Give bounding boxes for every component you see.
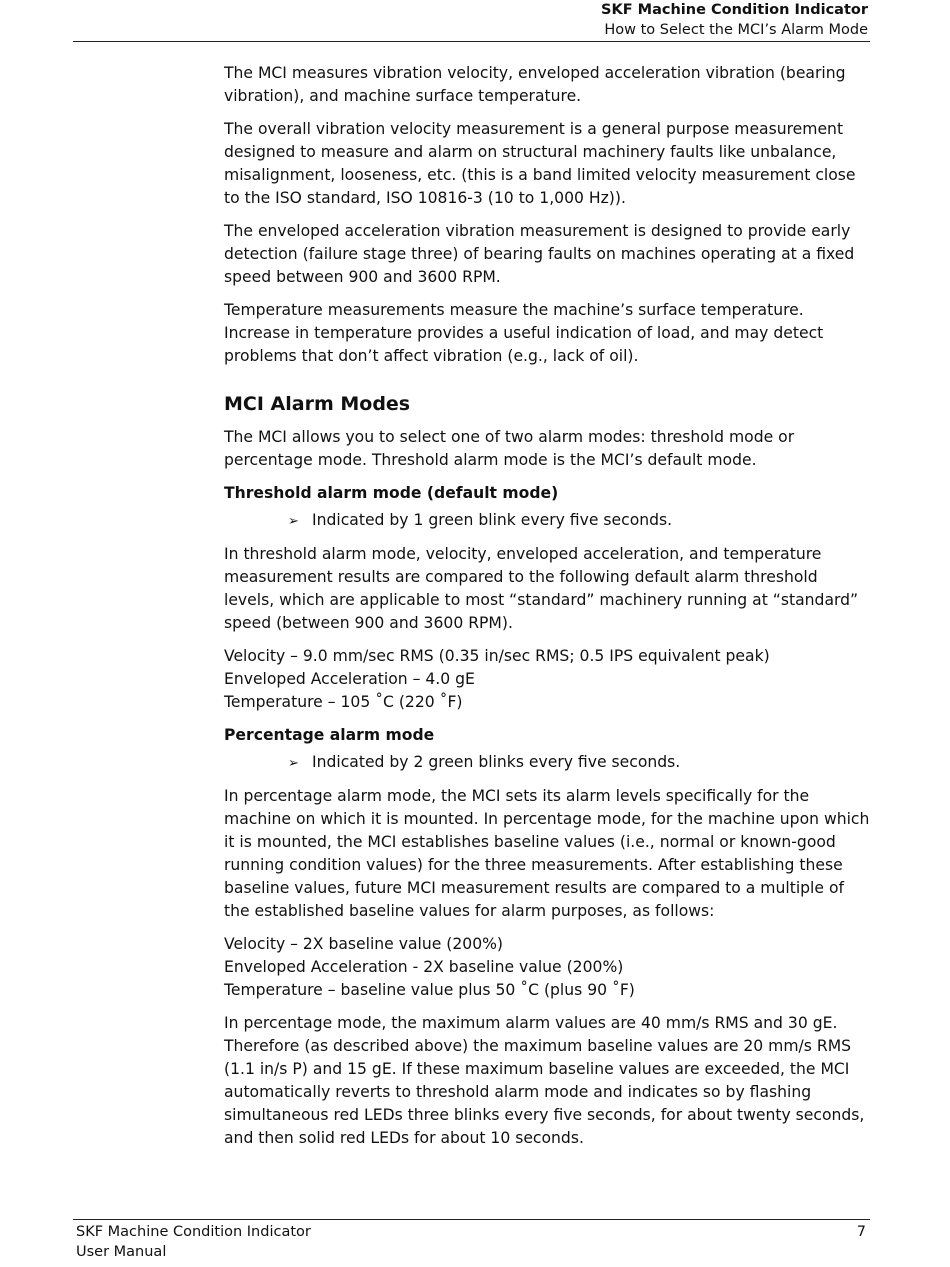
intro-paragraph: The MCI measures vibration velocity, enveloped acceleration vibration (bearing vibration), and machine surface temperature. (224, 64, 846, 105)
percentage-closing: In percentage mode, the maximum alarm values are 40 mm/s RMS and 30 gE. Therefore (as described above) the maximum baseline values are 20 mm/s RMS (1.1 in/s P) and 15 gE. If these maximum baseline values are exceeded, the MCI automatically reverts to threshold alarm mode and indicates so by flashing simultaneous red LEDs three blinks every five seconds, for about twenty seconds, and then solid red LEDs for about 10 seconds. (224, 1014, 865, 1147)
threshold-description: In threshold alarm mode, velocity, enveloped acceleration, and temperature measurement results are compared to the following default alarm threshold levels, which are applicable to most “standard” machinery running at “standard” speed (between 900 and 3600 RPM). (224, 545, 859, 632)
arrow-bullet-icon: ➢ (288, 756, 299, 771)
threshold-level-temperature: Temperature – 105 ˚C (220 ˚F) (224, 693, 463, 711)
page-footer (76, 1222, 866, 1262)
footer-title: SKF Machine Condition Indicator (76, 1224, 311, 1240)
threshold-bullet-text: Indicated by 1 green blink every five seconds. (312, 511, 673, 529)
arrow-bullet-icon: ➢ (288, 514, 299, 529)
header-title: SKF Machine Condition Indicator (601, 2, 868, 18)
subheading-percentage-mode: Percentage alarm mode (224, 726, 435, 744)
threshold-level-envelope: Enveloped Acceleration – 4.0 gE (224, 670, 475, 688)
threshold-levels (224, 645, 872, 714)
percentage-bullet (288, 751, 872, 775)
footer-subtitle: User Manual (76, 1244, 167, 1260)
percentage-levels (224, 933, 872, 1002)
footer-divider (73, 1219, 870, 1220)
header-subtitle: How to Select the MCI’s Alarm Mode (604, 22, 868, 38)
intro-paragraph: Temperature measurements measure the machine’s surface temperature. Increase in temperature provides a useful indication of load, and may detect problems that don’t affect vibration (e.g., lack of oil). (224, 301, 824, 365)
intro-paragraph: The enveloped acceleration vibration measurement is designed to provide early detection (failure stage three) of bearing faults on machines operating at a fixed speed between 900 and 3600 RPM. (224, 222, 855, 286)
percentage-level-velocity: Velocity – 2X baseline value (200%) (224, 935, 504, 953)
threshold-level-velocity: Velocity – 9.0 mm/sec RMS (0.35 in/sec RMS; 0.5 IPS equivalent peak) (224, 647, 770, 665)
header-divider (73, 41, 870, 42)
intro-paragraph: The overall vibration velocity measurement is a general purpose measurement designed to measure and alarm on structural machinery faults like unbalance, misalignment, looseness, etc. (this is a band limited velocity measurement close to the ISO standard, ISO 10816-3 (10 to 1,000 Hz)). (224, 120, 856, 207)
percentage-level-envelope: Enveloped Acceleration - 2X baseline value (200%) (224, 958, 624, 976)
percentage-level-temperature: Temperature – baseline value plus 50 ˚C (plus 90 ˚F) (224, 981, 635, 999)
subheading-threshold-mode: Threshold alarm mode (default mode) (224, 484, 559, 502)
page-number: 7 (856, 1224, 866, 1240)
percentage-bullet-text: Indicated by 2 green blinks every five seconds. (312, 753, 681, 771)
threshold-bullet (288, 509, 872, 533)
percentage-description: In percentage alarm mode, the MCI sets its alarm levels specifically for the machine on which it is mounted. In percentage mode, for the machine upon which it is mounted, the MCI establishes baseline values (i.e., normal or known-good running condition values) for the three measurements. After establishing these baseline values, future MCI measurement results are compared to a multiple of the established baseline values for alarm purposes, as follows: (224, 787, 870, 920)
section-heading-alarm-modes: MCI Alarm Modes (224, 393, 411, 415)
page-body (224, 62, 872, 1160)
page-header (601, 0, 868, 40)
alarm-modes-intro: The MCI allows you to select one of two alarm modes: threshold mode or percentage mode. Threshold alarm mode is the MCI’s default mode. (224, 428, 795, 469)
